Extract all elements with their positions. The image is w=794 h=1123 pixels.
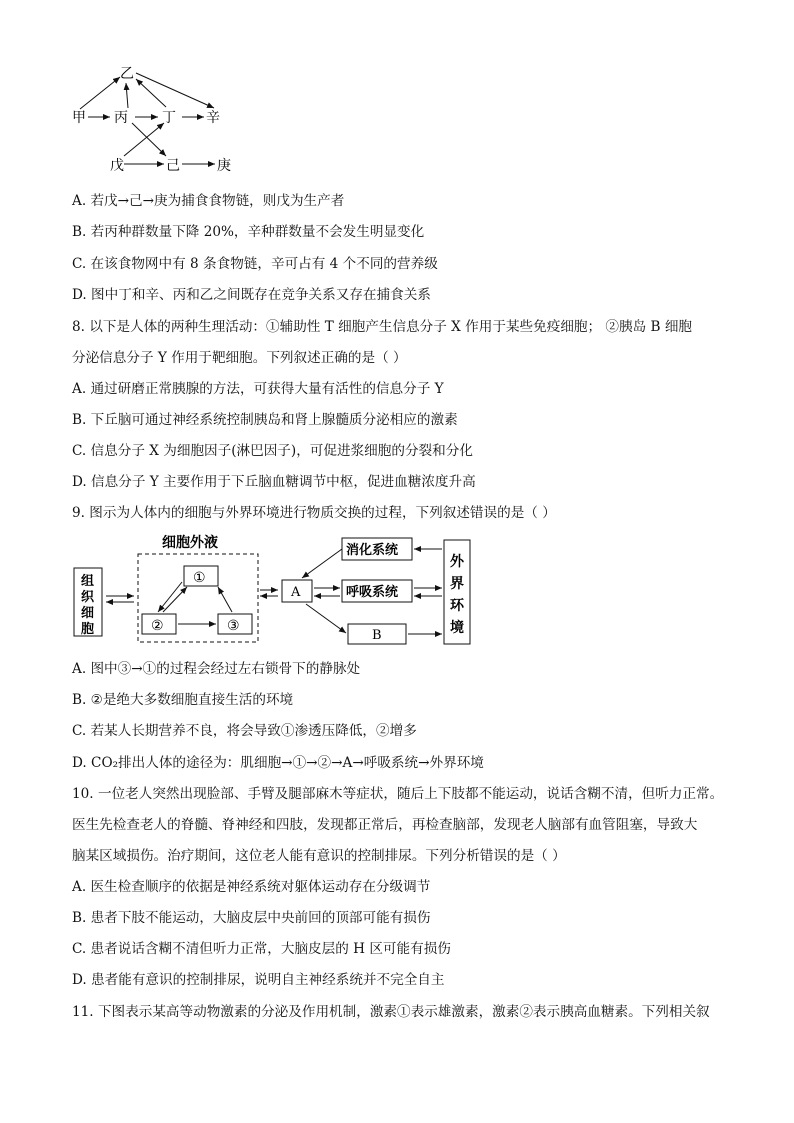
q9-option-d: D. CO₂排出人体的途径为：肌细胞→①→②→A→呼吸系统→外界环境	[72, 755, 484, 771]
q10-stem-line1: 10. 一位老人突然出现脸部、手臂及腿部麻木等症状，随后上下肢都不能运动，说话含糊不清，但听力正常。	[72, 786, 724, 802]
q7-option-a: A. 若戊→己→庚为捕食食物链，则戊为生产者	[72, 193, 345, 209]
tissue-cell-char-1: 组	[81, 574, 95, 589]
box-b-label: B	[372, 628, 382, 643]
node-geng: 庚	[217, 158, 231, 174]
circle-3: ③	[227, 618, 240, 634]
q10-option-c: C. 患者说话含糊不清但听力正常，大脑皮层的 H 区可能有损伤	[72, 941, 451, 957]
q10-stem-line2: 医生先检查老人的脊髓、脊神经和四肢，发现都正常后，再检查脑部，发现老人脑部有血管阻塞，导致大	[72, 817, 698, 833]
q7-option-d: D. 图中丁和辛、丙和乙之间既存在竞争关系又存在捕食关系	[72, 287, 431, 303]
node-ding: 丁	[162, 110, 176, 126]
node-yi: 乙	[120, 66, 134, 82]
q10-option-d: D. 患者能有意识的控制排尿，说明自主神经系统并不完全自主	[72, 972, 445, 988]
node-bing: 丙	[114, 110, 128, 126]
q11-stem-line1: 11. 下图表示某高等动物激素的分泌及作用机制，激素①表示雄激素，激素②表示胰高血糖素。下列相关叙	[72, 1004, 710, 1020]
q9-stem: 9. 图示为人体内的细胞与外界环境进行物质交换的过程，下列叙述错误的是（ ）	[72, 505, 556, 521]
external-env-char-2: 界	[450, 576, 464, 592]
exchange-diagram	[70, 532, 490, 650]
q8-stem-line1: 8. 以下是人体的两种生理活动：①辅助性 T 细胞产生信息分子 X 作用于某些免疫细胞； ②胰岛 B 细胞	[72, 319, 693, 335]
q8-option-b: B. 下丘脑可通过神经系统控制胰岛和肾上腺髓质分泌相应的激素	[72, 412, 458, 428]
q9-option-a: A. 图中③→①的过程会经过左右锁骨下的静脉处	[72, 661, 361, 677]
q8-option-a: A. 通过研磨正常胰腺的方法，可获得大量有活性的信息分子 Y	[72, 381, 444, 397]
food-web-diagram	[60, 62, 300, 182]
q8-option-c: C. 信息分子 X 为细胞因子(淋巴因子)，可促进浆细胞的分裂和分化	[72, 443, 473, 459]
external-env-char-3: 环	[450, 598, 464, 614]
q8-option-d: D. 信息分子 Y 主要作用于下丘脑血糖调节中枢，促进血糖浓度升高	[72, 474, 476, 490]
external-env-char-1: 外	[450, 554, 464, 570]
digestive-system-label: 消化系统	[346, 543, 399, 558]
tissue-cell-char-3: 细	[81, 606, 95, 621]
q9-option-c: C. 若某人长期营养不良，将会导致①渗透压降低，②增多	[72, 723, 417, 739]
circle-2: ②	[151, 618, 164, 634]
node-ji: 己	[166, 158, 180, 174]
node-xin: 辛	[206, 110, 220, 126]
node-jia: 甲	[72, 110, 86, 126]
tissue-cell-char-4: 胞	[81, 622, 95, 637]
q9-option-b: B. ②是绝大多数细胞直接生活的环境	[72, 692, 294, 708]
external-env-char-4: 境	[450, 620, 464, 636]
extracellular-label: 细胞外液	[162, 535, 218, 551]
tissue-cell-char-2: 织	[81, 590, 95, 605]
node-wu: 戊	[110, 158, 124, 174]
box-a-label: A	[291, 585, 301, 600]
respiratory-system-label: 呼吸系统	[346, 585, 399, 600]
q7-option-c: C. 在该食物网中有 8 条食物链，辛可占有 4 个不同的营养级	[72, 256, 438, 272]
q10-option-a: A. 医生检查顺序的依据是神经系统对躯体运动存在分级调节	[72, 879, 431, 895]
q7-option-b: B. 若丙种群数量下降 20%，辛种群数量不会发生明显变化	[72, 224, 425, 240]
q10-option-b: B. 患者下肢不能运动，大脑皮层中央前回的顶部可能有损伤	[72, 910, 431, 926]
q10-stem-line3: 脑某区域损伤。治疗期间，这位老人能有意识的控制排尿。下列分析错误的是（ ）	[72, 848, 566, 864]
circle-1: ①	[193, 570, 206, 586]
q8-stem-line2: 分泌信息分子 Y 作用于靶细胞。下列叙述正确的是（ ）	[72, 350, 407, 366]
